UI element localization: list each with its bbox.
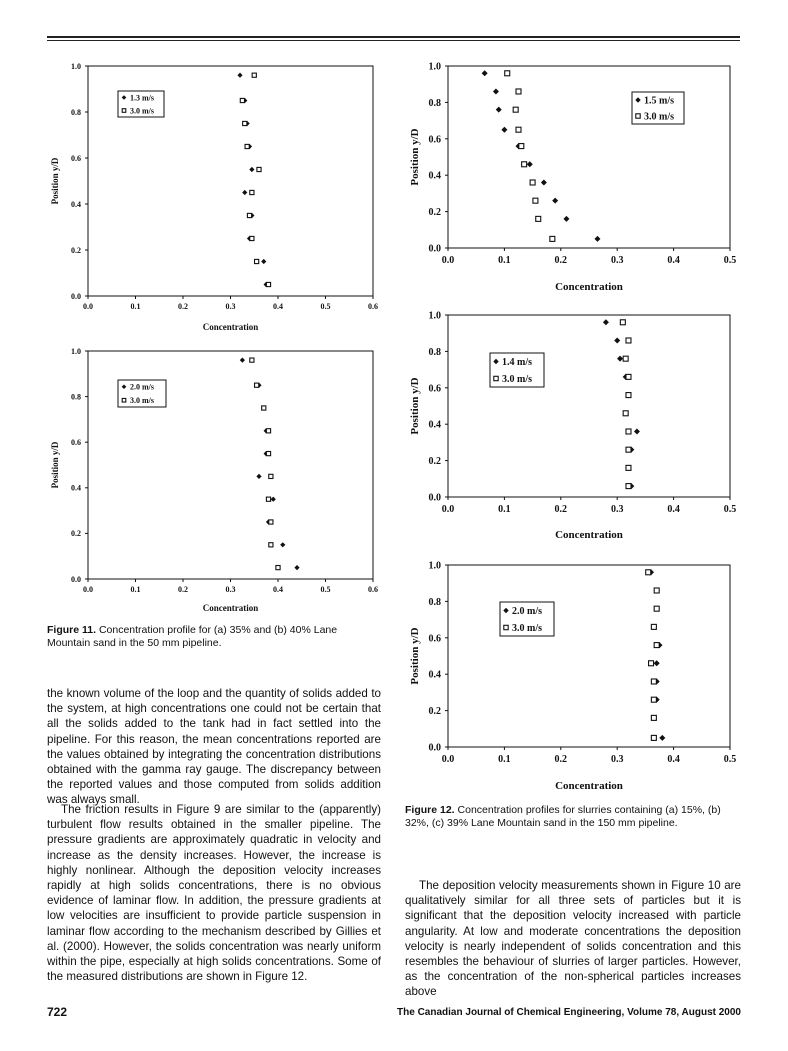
x-tick-label: 0.4 [273, 302, 283, 311]
legend-label: 3.0 m/s [502, 374, 532, 385]
x-tick-label: 0.1 [498, 255, 511, 266]
data-point-square [247, 213, 251, 217]
legend-marker [504, 625, 508, 629]
x-tick-label: 0.3 [610, 504, 624, 515]
y-tick-label: 0.6 [71, 438, 81, 447]
data-point-diamond [617, 356, 623, 362]
y-axis-label: Position y/D [409, 128, 421, 186]
x-tick-label: 0.3 [610, 754, 624, 765]
data-point-diamond [527, 161, 533, 167]
x-tick-label: 0.2 [554, 754, 568, 765]
legend-label: 3.0 m/s [130, 396, 154, 406]
data-point-square [516, 127, 521, 132]
x-tick-label: 0.1 [130, 302, 141, 311]
chart-fig11b [45, 343, 385, 615]
y-axis-label: Position y/D [409, 627, 421, 685]
y-tick-label: 0.0 [428, 243, 441, 255]
data-point-square [626, 484, 631, 489]
data-point-square [513, 107, 518, 112]
x-tick-label: 0.0 [441, 754, 455, 765]
data-point-diamond [280, 542, 285, 547]
y-tick-label: 0.8 [428, 346, 441, 358]
legend-label: 1.5 m/s [644, 95, 674, 107]
data-point-square [651, 735, 656, 740]
y-tick-label: 1.0 [428, 61, 441, 73]
data-point-square [269, 520, 273, 524]
data-point-square [646, 570, 651, 575]
data-point-square [255, 383, 259, 387]
y-tick-label: 0.4 [428, 170, 441, 182]
legend-marker [494, 376, 498, 380]
x-tick-label: 0.6 [368, 585, 378, 594]
x-tick-label: 0.2 [554, 255, 568, 266]
data-point-diamond [614, 337, 620, 343]
y-tick-label: 0.2 [71, 245, 81, 255]
data-point-square [654, 606, 659, 611]
data-point-square [240, 98, 244, 102]
y-tick-label: 0.2 [71, 529, 81, 539]
x-axis-label: Concentration [555, 780, 623, 792]
data-point-diamond [496, 107, 502, 113]
data-point-square [276, 566, 280, 570]
data-point-square [257, 167, 261, 171]
chart-fig12a [405, 56, 745, 296]
y-axis-label: Position y/D [50, 157, 60, 205]
x-tick-label: 0.2 [178, 302, 188, 311]
body-left-paragraph-1: the known volume of the loop and the quantity of solids added to the system, at high concentrations one could not be certain that all the solids added to the tank had in fact settled into the pipeline. For this reason, the mean concentrations reported are the values obtained by integrating the concentration distributions obtained with the gamma ray gauge. The discrepancy between the reported values and those computed from solids addition was always small. [47, 687, 381, 807]
y-tick-label: 0.6 [71, 153, 81, 163]
x-axis-label: Concentration [555, 529, 623, 541]
data-point-diamond [603, 319, 609, 325]
x-tick-label: 0.5 [723, 504, 737, 515]
data-point-square [269, 474, 273, 478]
data-point-square [626, 429, 631, 434]
y-tick-label: 0.0 [428, 492, 441, 504]
legend-label: 1.4 m/s [502, 357, 532, 368]
data-point-square [519, 144, 524, 149]
legend-label: 1.3 m/s [130, 93, 154, 103]
legend-label: 3.0 m/s [512, 623, 542, 634]
chart-fig12c [405, 556, 745, 796]
data-point-square [505, 71, 510, 76]
data-point-square [266, 282, 270, 286]
data-point-square [250, 236, 254, 240]
data-point-square [252, 73, 256, 77]
x-tick-label: 0.5 [320, 302, 331, 311]
data-point-square [651, 715, 656, 720]
x-axis-label: Concentration [202, 603, 259, 613]
x-tick-label: 0.4 [667, 504, 680, 515]
y-tick-label: 0.0 [428, 742, 441, 754]
figure-12-label: Figure 12. [405, 804, 455, 816]
data-point-square [626, 374, 631, 379]
data-point-square [651, 624, 656, 629]
data-point-square [250, 358, 254, 362]
data-point-square [623, 411, 628, 416]
x-tick-label: 0.3 [225, 302, 236, 311]
legend-marker [122, 109, 126, 113]
page-number: 722 [47, 1005, 68, 1019]
data-point-square [266, 429, 270, 433]
data-point-square [266, 497, 270, 501]
data-point-square [250, 190, 254, 194]
y-tick-label: 0.4 [71, 199, 81, 209]
x-tick-label: 0.4 [273, 585, 283, 594]
y-tick-label: 1.0 [71, 346, 81, 356]
y-tick-label: 0.0 [71, 574, 81, 584]
legend-marker [636, 114, 640, 118]
data-point-square [266, 452, 270, 456]
x-tick-label: 0.3 [610, 255, 624, 266]
data-point-square [536, 216, 541, 221]
legend-label: 3.0 m/s [130, 106, 154, 116]
data-point-diamond [294, 565, 299, 570]
data-point-square [626, 338, 631, 343]
chart-fig11a [45, 58, 385, 336]
legend-marker [122, 398, 126, 402]
header-rule [47, 36, 740, 38]
plot-frame [448, 565, 730, 747]
data-point-square [522, 162, 527, 167]
y-tick-label: 1.0 [71, 61, 81, 71]
data-point-diamond [493, 88, 499, 94]
data-point-square [623, 356, 628, 361]
y-tick-label: 0.4 [428, 419, 441, 431]
data-point-square [516, 89, 521, 94]
y-tick-label: 1.0 [428, 310, 441, 322]
data-point-diamond [501, 127, 507, 133]
data-point-square [626, 447, 631, 452]
data-point-square [262, 406, 266, 410]
x-tick-label: 0.1 [130, 585, 141, 594]
data-point-diamond [271, 497, 276, 502]
figure-11-caption-text: Concentration profile for (a) 35% and (b) 40% Lane Mountain sand in the 50 mm pipeline. [47, 624, 338, 649]
y-tick-label: 0.8 [71, 107, 81, 117]
x-tick-label: 0.0 [83, 302, 93, 311]
x-tick-label: 0.1 [498, 754, 511, 765]
x-tick-label: 0.0 [441, 504, 455, 515]
data-point-square [550, 236, 555, 241]
plot-frame [448, 315, 730, 497]
legend-label: 2.0 m/s [512, 606, 542, 617]
data-point-square [269, 543, 273, 547]
body-left-paragraph-2: The friction results in Figure 9 are similar to the (apparently) turbulent flow results obtained in the smaller pipeline. The pressure gradients are approximately quadratic in velocity and increase as the density increases. However, the increase is highly nonlinear. Although the deposition velocity increases rapidly at high solids concentrations, there is no obvious evidence of laminar flow. In addition, the pressure gradients at low velocities are insufficient to provide particle suspension in laminar flow according to the mechanism described by Gillies et al. (2000). However, the solids concentration was nearly uniform within the pipe, especially at high solids concentrations. Some of the measured distributions are shown in Figure 12. [47, 803, 381, 984]
x-tick-label: 0.5 [723, 255, 737, 266]
x-axis-label: Concentration [555, 281, 623, 293]
data-point-diamond [634, 428, 640, 434]
y-tick-label: 0.6 [428, 134, 441, 146]
data-point-diamond [563, 216, 569, 222]
data-point-square [626, 393, 631, 398]
data-point-square [651, 697, 656, 702]
data-point-diamond [552, 198, 558, 204]
data-point-square [255, 259, 259, 263]
data-point-square [651, 679, 656, 684]
x-tick-label: 0.5 [320, 585, 331, 594]
data-point-square [654, 588, 659, 593]
data-point-square [649, 661, 654, 666]
data-point-diamond [249, 167, 254, 172]
plot-frame [448, 66, 730, 248]
y-tick-label: 0.2 [428, 706, 441, 718]
x-tick-label: 0.1 [498, 504, 511, 515]
y-tick-label: 1.0 [428, 560, 441, 572]
figure-12-caption [405, 804, 740, 830]
data-point-square [243, 121, 247, 125]
figure-11-caption [47, 624, 377, 650]
x-tick-label: 0.0 [441, 255, 455, 266]
y-tick-label: 0.4 [428, 669, 441, 681]
figure-12-caption-text: Concentration profiles for slurries containing (a) 15%, (b) 32%, (c) 39% Lane Mountain sand in the 150 mm pipeline. [405, 804, 721, 829]
y-tick-label: 0.2 [428, 207, 441, 219]
body-right-paragraph-1: The deposition velocity measurements shown in Figure 10 are qualitatively similar for all three sets of particles but it is significant that the deposition velocity increased with particle angularity. At low and moderate concentrations the deposition velocity is nearly independent of solids concentration and this resembles the behaviour of slurries of larger particles. However, as the concentration of the non-spherical particles increases above [405, 879, 741, 999]
x-tick-label: 0.5 [723, 754, 737, 765]
figure-11-label: Figure 11. [47, 624, 97, 636]
data-point-diamond [256, 474, 261, 479]
x-tick-label: 0.3 [225, 585, 236, 594]
x-tick-label: 0.0 [83, 585, 93, 594]
data-point-square [654, 643, 659, 648]
data-point-diamond [261, 259, 266, 264]
x-tick-label: 0.4 [667, 255, 680, 266]
y-tick-label: 0.8 [428, 97, 441, 109]
y-tick-label: 0.8 [71, 392, 81, 402]
x-tick-label: 0.6 [368, 302, 378, 311]
data-point-square [626, 465, 631, 470]
data-point-square [245, 144, 249, 148]
y-tick-label: 0.6 [428, 383, 441, 395]
y-tick-label: 0.8 [428, 596, 441, 608]
data-point-diamond [482, 70, 488, 76]
x-axis-label: Concentration [202, 322, 259, 332]
data-point-diamond [654, 660, 660, 666]
data-point-square [533, 198, 538, 203]
data-point-diamond [541, 179, 547, 185]
journal-footer: The Canadian Journal of Chemical Engineering, Volume 78, August 2000 [397, 1007, 741, 1018]
y-axis-label: Position y/D [409, 377, 421, 435]
legend-label: 2.0 m/s [130, 382, 154, 392]
data-point-diamond [237, 73, 242, 78]
x-tick-label: 0.4 [667, 754, 680, 765]
data-point-diamond [594, 236, 600, 242]
data-point-square [530, 180, 535, 185]
x-tick-label: 0.2 [554, 504, 568, 515]
y-tick-label: 0.2 [428, 456, 441, 468]
data-point-diamond [240, 358, 245, 363]
legend-label: 3.0 m/s [644, 111, 674, 123]
chart-fig12b [405, 305, 745, 545]
header-rule-thin [47, 40, 740, 41]
y-axis-label: Position y/D [50, 441, 60, 489]
data-point-square [620, 320, 625, 325]
x-tick-label: 0.2 [178, 585, 188, 594]
data-point-diamond [659, 735, 665, 741]
data-point-diamond [242, 190, 247, 195]
y-tick-label: 0.0 [71, 291, 81, 301]
y-tick-label: 0.4 [71, 483, 81, 493]
y-tick-label: 0.6 [428, 633, 441, 645]
